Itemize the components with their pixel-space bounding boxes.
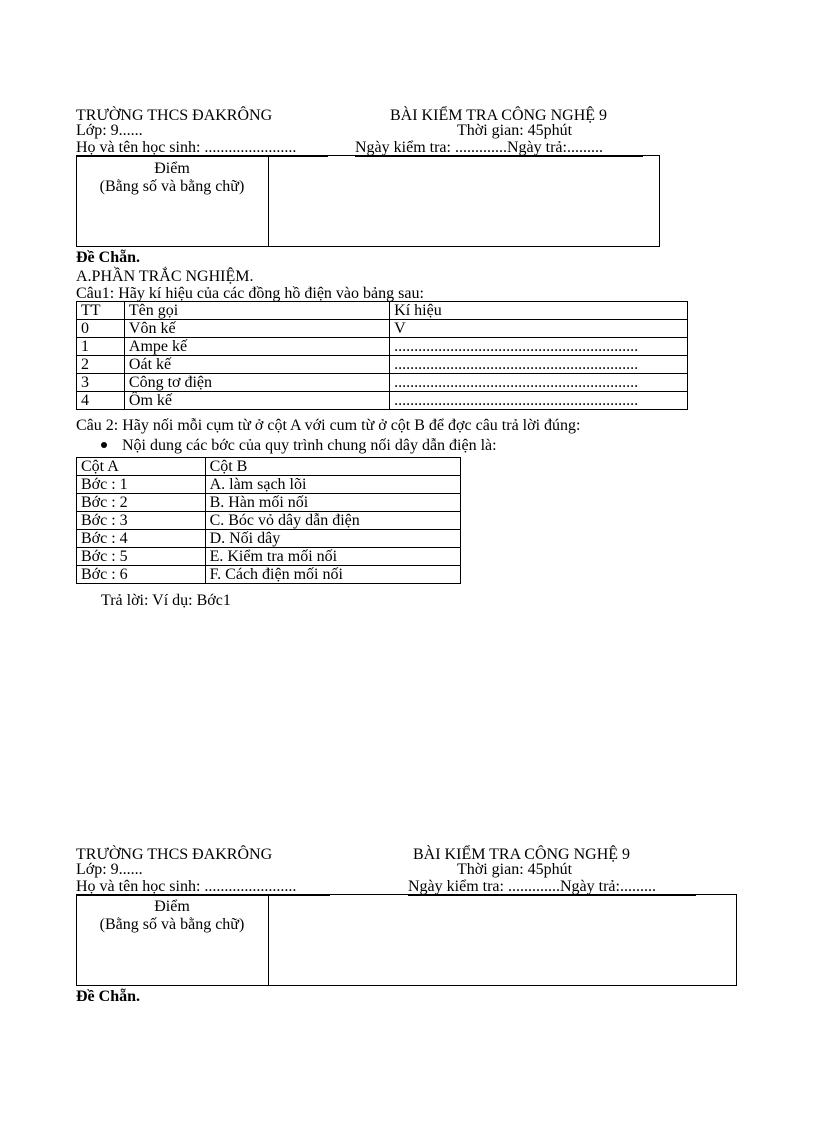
question-2-prompt: Câu 2: Hãy nối mỗi cụm từ ở cột A với cum từ ở cột B để đợc câu trả lời đúng: xyxy=(76,417,581,434)
table-row xyxy=(77,566,461,584)
matching-table xyxy=(76,457,461,584)
header-column-a: Cột A xyxy=(77,458,206,476)
table-header-row xyxy=(77,302,688,320)
exam-variant: Đề Chẵn. xyxy=(76,249,141,266)
table-row xyxy=(77,320,688,338)
table-row xyxy=(77,512,461,530)
meter-name: Ôm kế xyxy=(124,392,389,410)
table-row xyxy=(77,548,461,566)
school-name-2: TRƯỜNG THCS ĐAKRÔNG xyxy=(76,846,273,863)
table-row xyxy=(77,530,461,548)
score-title-2: Điểm xyxy=(154,898,190,915)
meter-name: Ampe kế xyxy=(124,338,389,356)
table-row xyxy=(77,338,688,356)
step-option: B. Hàn mối nối xyxy=(205,494,460,512)
header-column-b: Cột B xyxy=(205,458,460,476)
score-subtitle: (Bằng số và bằng chữ) xyxy=(99,178,245,195)
answer-example: Trả lời: Ví dụ: Bớc1 xyxy=(101,592,231,609)
student-name-line: Họ và tên học sinh: ....................... xyxy=(76,140,328,157)
row-index: 1 xyxy=(77,338,125,356)
bullet-icon xyxy=(101,442,107,448)
score-box-divider-2 xyxy=(268,894,269,986)
meter-symbol-blank: ............................................................. xyxy=(390,392,688,410)
time-label-2: Thời gian: 45phút xyxy=(457,861,573,878)
step-label: Bớc : 6 xyxy=(77,566,206,584)
step-label: Bớc : 4 xyxy=(77,530,206,548)
table-row xyxy=(77,356,688,374)
row-index: 2 xyxy=(77,356,125,374)
student-name-line-2: Họ và tên học sinh: ....................... xyxy=(76,879,330,896)
exam-dates-line: Ngày kiểm tra: .............Ngày trả:......... xyxy=(355,140,643,157)
meter-symbol-table xyxy=(76,301,688,410)
score-box-divider xyxy=(268,155,269,247)
header-symbol: Kí hiệu xyxy=(390,302,688,320)
step-label: Bớc : 5 xyxy=(77,548,206,566)
step-label: Bớc : 2 xyxy=(77,494,206,512)
step-option: C. Bóc vỏ dây dẫn điện xyxy=(205,512,460,530)
row-index: 0 xyxy=(77,320,125,338)
meter-symbol: V xyxy=(390,320,688,338)
header-name: Tên gọi xyxy=(124,302,389,320)
section-a-heading: A.PHẦN TRẮC NGHIỆM. xyxy=(76,268,254,285)
meter-name: Công tơ điện xyxy=(124,374,389,392)
table-row xyxy=(77,392,688,410)
header-tt: TT xyxy=(77,302,125,320)
step-label: Bớc : 3 xyxy=(77,512,206,530)
table-row xyxy=(77,374,688,392)
time-label: Thời gian: 45phút xyxy=(457,122,573,139)
score-title: Điểm xyxy=(154,160,190,177)
row-index: 4 xyxy=(77,392,125,410)
meter-symbol-blank: ............................................................. xyxy=(390,356,688,374)
meter-symbol-blank: ............................................................. xyxy=(390,338,688,356)
meter-name: Vôn kế xyxy=(124,320,389,338)
step-option: A. làm sạch lõi xyxy=(205,476,460,494)
step-option: E. Kiểm tra mối nối xyxy=(205,548,460,566)
question-1-prompt: Câu1: Hãy kí hiệu của các đồng hồ điện vào bảng sau: xyxy=(76,285,424,302)
question-2-bullet-text: Nội dung các bớc của quy trình chung nối dây dẫn điện là: xyxy=(122,437,497,454)
table-row xyxy=(77,494,461,512)
school-name: TRƯỜNG THCS ĐAKRÔNG xyxy=(76,107,273,124)
score-subtitle-2: (Bằng số và bằng chữ) xyxy=(99,916,245,933)
table-row xyxy=(77,476,461,494)
exam-title-2: BÀI KIỂM TRA CÔNG NGHỆ 9 xyxy=(413,846,631,863)
step-option: F. Cách điện mối nối xyxy=(205,566,460,584)
exam-variant-2: Đề Chẵn. xyxy=(76,988,141,1005)
row-index: 3 xyxy=(77,374,125,392)
step-label: Bớc : 1 xyxy=(77,476,206,494)
step-option: D. Nối dây xyxy=(205,530,460,548)
table-header-row xyxy=(77,458,461,476)
exam-title: BÀI KIỂM TRA CÔNG NGHỆ 9 xyxy=(390,107,608,124)
class-label: Lớp: 9...... xyxy=(76,122,143,139)
meter-name: Oát kế xyxy=(124,356,389,374)
meter-symbol-blank: ............................................................. xyxy=(390,374,688,392)
class-label-2: Lớp: 9...... xyxy=(76,861,143,878)
exam-dates-line-2: Ngày kiểm tra: .............Ngày trả:......... xyxy=(408,879,696,896)
